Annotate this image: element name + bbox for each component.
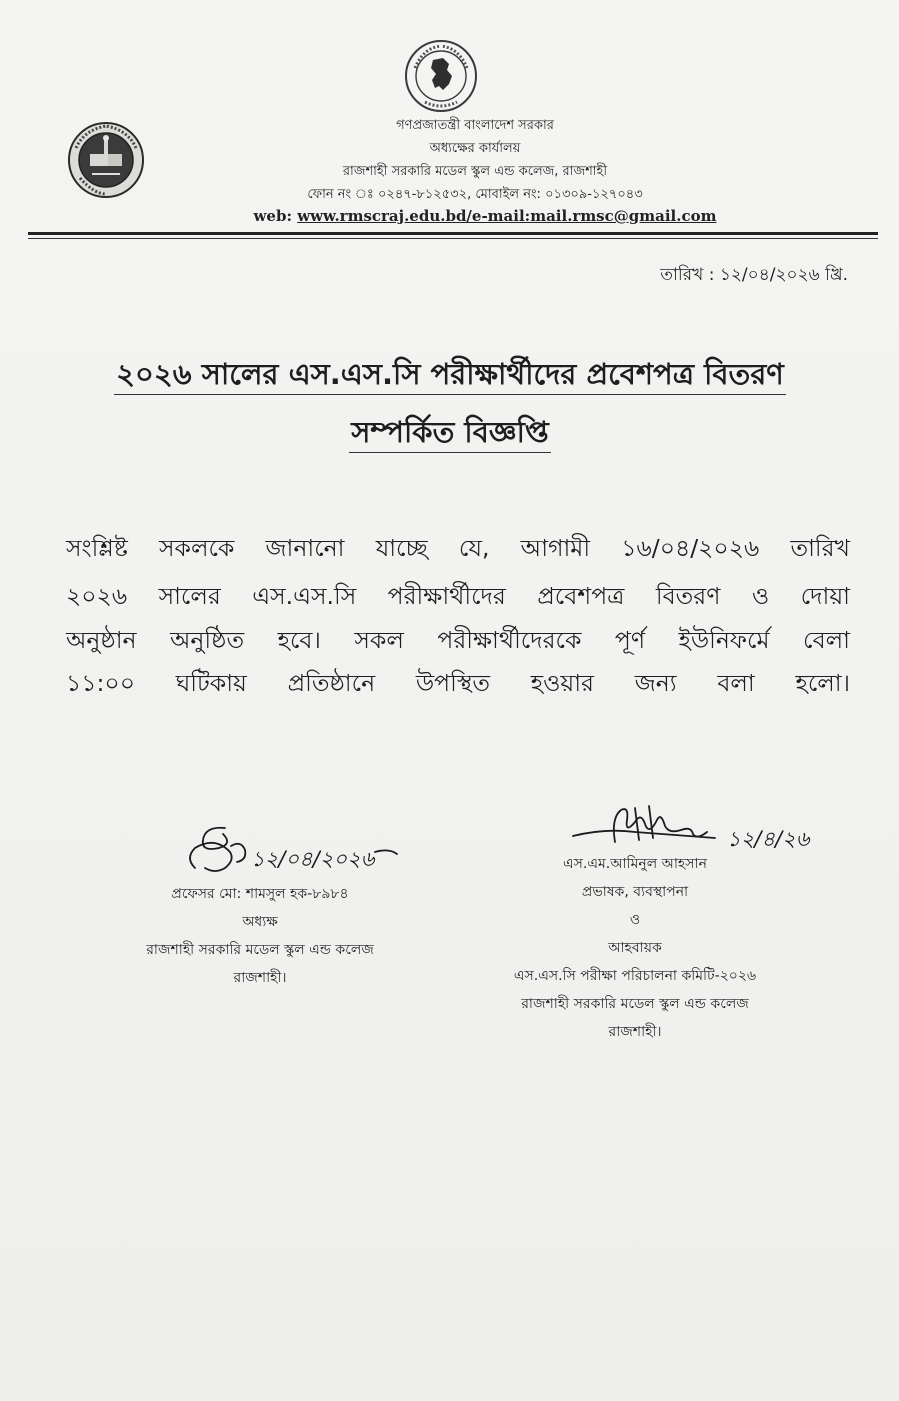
header-institution: রাজশাহী সরকারি মডেল স্কুল এন্ড কলেজ, রাজশাহী xyxy=(342,164,608,179)
convener-name: এস.এম.আমিনুল আহসান xyxy=(563,856,707,872)
header-government: গণপ্রজাতন্ত্রী বাংলাদেশ সরকার xyxy=(396,118,554,133)
notice-body-line-1: সংশ্লিষ্ট সকলকে জানানো যাচ্ছে যে, আগামী ১৬/০৪/২০২৬ তারিখ xyxy=(66,534,850,562)
header-office: অধ্যক্ষের কার্যালয় xyxy=(429,141,521,156)
convener-committee: এস.এস.সি পরীক্ষা পরিচালনা কমিটি-২০২৬ xyxy=(513,968,757,984)
header-divider xyxy=(28,232,878,235)
header-web xyxy=(220,207,750,225)
notice-body-line-4: ১১:০০ ঘটিকায় প্রতিষ্ঠানে উপস্থিত হওয়ার জন্য বলা হলো। xyxy=(66,669,850,697)
principal-designation: অধ্যক্ষ xyxy=(242,914,278,930)
convener-signature-date: ১২/৪/২৬ xyxy=(727,827,810,851)
principal-institution: রাজশাহী সরকারি মডেল স্কুল এন্ড কলেজ xyxy=(146,942,374,958)
convener-institution: রাজশাহী সরকারি মডেল স্কুল এন্ড কলেজ xyxy=(521,996,749,1012)
notice-body-line-3: অনুষ্ঠান অনুষ্ঠিত হবে। সকল পরীক্ষার্থীদেরকে পূর্ণ ইউনিফর্মে বেলা xyxy=(66,626,850,654)
header-web-prefix: web: xyxy=(253,207,298,225)
convener-conjunction: ও xyxy=(629,912,641,928)
convener-city: রাজশাহী। xyxy=(608,1024,662,1040)
notice-date: তারিখ : ১২/০৪/২০২৬ খ্রি. xyxy=(660,265,848,285)
principal-name: প্রফেসর মো: শামসুল হক-৮৯৮৪ xyxy=(171,886,349,902)
principal-signature-date: ১২/০৪/২০২৬ xyxy=(251,847,375,871)
school-logo-icon xyxy=(66,120,146,200)
principal-signature xyxy=(175,818,405,888)
notice-title-line-1: ২০২৬ সালের এস.এস.সি পরীক্ষার্থীদের প্রবেশপত্র বিতরণ xyxy=(40,352,860,401)
header-contact: ফোন নং ঃ ০২৪৭-৮১২৫৩২, মোবাইল নং: ০১৩০৯-১২৭০৪৩ xyxy=(307,187,643,202)
header-web-url[interactable]: www.rmscraj.edu.bd/e-mail:mail.rmsc@gmail.com xyxy=(297,207,717,225)
principal-city: রাজশাহী। xyxy=(233,970,287,986)
convener-signature-block xyxy=(480,850,790,1046)
principal-signature-block xyxy=(110,880,410,992)
notice-title-line-2: সম্পর্কিত বিজ্ঞপ্তি xyxy=(40,410,860,459)
government-seal-icon xyxy=(403,38,479,114)
convener-role: আহবায়ক xyxy=(608,940,662,956)
header-divider-thin xyxy=(28,238,878,239)
convener-designation: প্রভাষক, ব্যবস্থাপনা xyxy=(581,884,689,900)
notice-body-line-2: ২০২৬ সালের এস.এস.সি পরীক্ষার্থীদের প্রবেশপত্র বিতরণ ও দোয়া xyxy=(66,582,850,610)
